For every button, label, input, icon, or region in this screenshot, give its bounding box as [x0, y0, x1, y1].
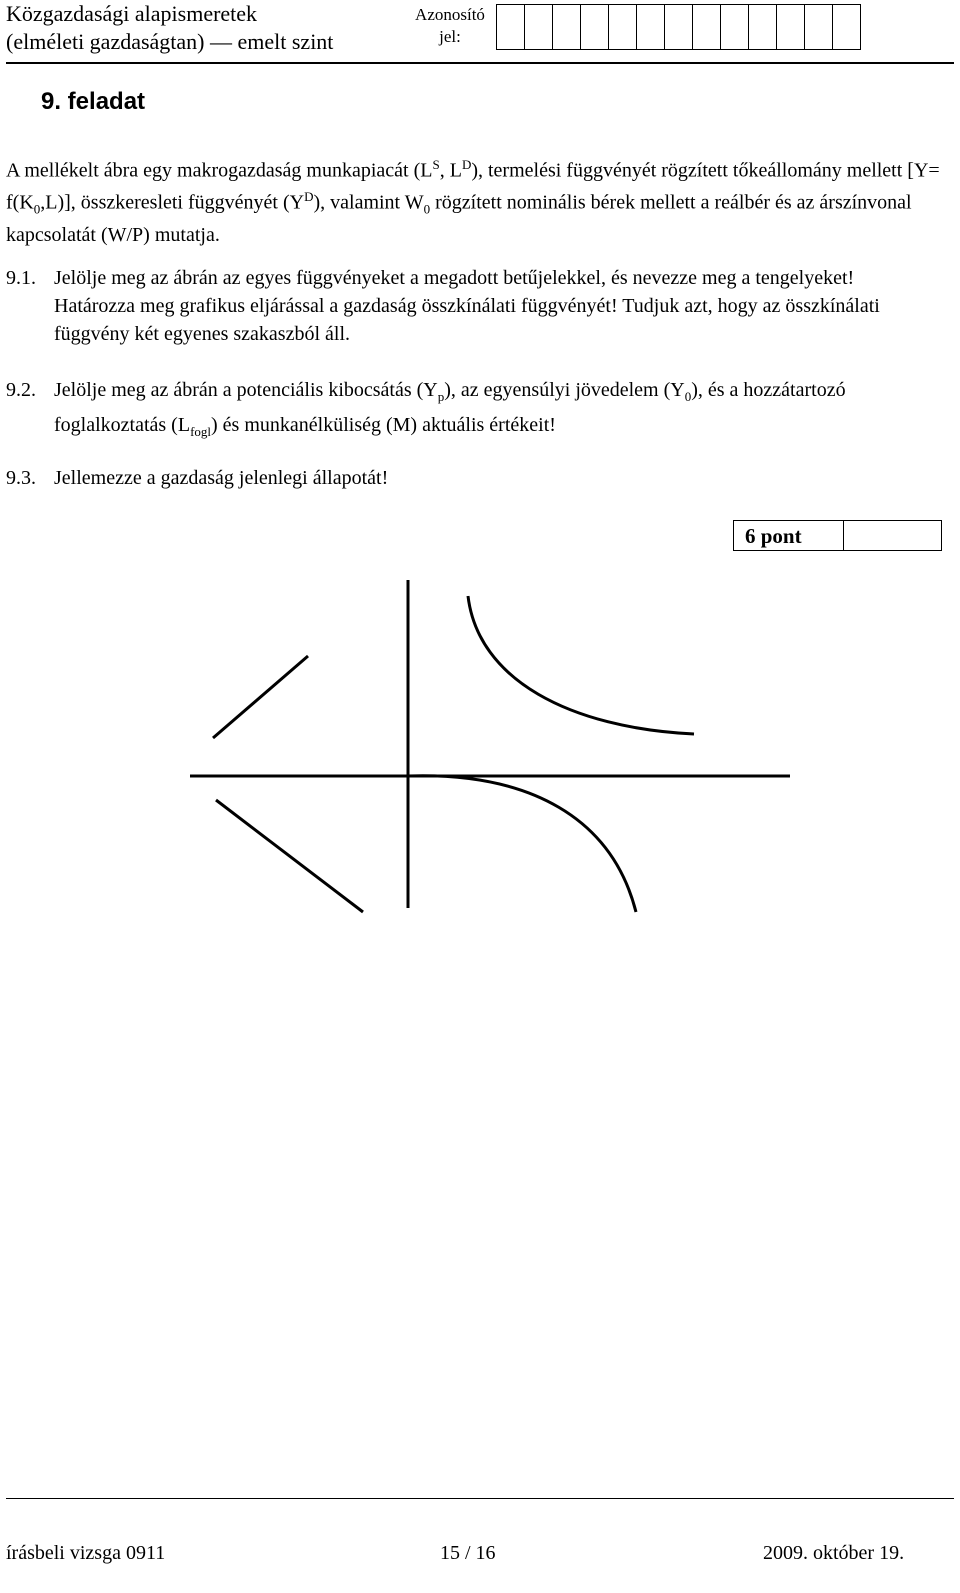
intro-sup: S	[432, 157, 440, 172]
question-text: Jellemezze a gazdaság jelenlegi állapotát!	[54, 467, 389, 489]
q2-text: ) és munkanélküliség (M) aktuális értékeit!	[211, 414, 556, 436]
id-digit-box[interactable]	[524, 4, 553, 50]
task-intro	[6, 152, 946, 248]
intro-text: ), termelési függvényét rögzített tőkeállomány mellett [Y= f(K	[6, 159, 940, 214]
id-boxes[interactable]	[497, 4, 861, 50]
footer-date: 2009. október 19.	[763, 1542, 905, 1564]
id-digit-box[interactable]	[776, 4, 805, 50]
footer-rule	[6, 1498, 954, 1499]
id-digit-box[interactable]	[496, 4, 525, 50]
lower-right-curve	[408, 776, 636, 912]
question-text	[54, 376, 924, 446]
id-label	[412, 4, 488, 48]
intro-sup: D	[461, 157, 472, 172]
header-line-1: Közgazdasági alapismeretek	[6, 1, 258, 26]
page-header	[0, 0, 960, 64]
id-digit-box[interactable]	[720, 4, 749, 50]
id-label-line-2: jel:	[439, 27, 461, 46]
id-digit-box[interactable]	[608, 4, 637, 50]
id-label-line-1: Azonosító	[415, 5, 485, 24]
q2-sub: fogl	[190, 424, 212, 439]
header-rule	[6, 62, 954, 64]
footer-exam: írásbeli vizsga 0911	[6, 1542, 166, 1564]
intro-sub: 0	[33, 201, 41, 217]
q2-sub: p	[437, 389, 445, 404]
id-digit-box[interactable]	[804, 4, 833, 50]
upper-right-curve	[468, 596, 694, 734]
id-digit-box[interactable]	[580, 4, 609, 50]
id-digit-box[interactable]	[552, 4, 581, 50]
q2-sub: 0	[684, 389, 692, 404]
intro-text: ), valamint W	[313, 191, 424, 214]
q2-text: ), az egyensúlyi jövedelem (Y	[444, 379, 685, 401]
four-quadrant-diagram	[0, 560, 960, 920]
q2-text: ), és a hozzátartozó foglalkoztatás (L	[54, 379, 846, 436]
intro-sub: 0	[423, 201, 431, 217]
id-digit-box[interactable]	[692, 4, 721, 50]
header-line-2: (elméleti gazdaságtan) — emelt szint	[6, 29, 334, 54]
question-number: 9.1.	[6, 267, 36, 289]
intro-text: rögzített nominális bérek mellett a reálbér és az árszínvonal kapcsolatát (W/P) mutatja.	[6, 191, 912, 247]
question-number: 9.3.	[6, 467, 36, 489]
footer-page-number: 15 / 16	[440, 1542, 496, 1564]
question-number: 9.2.	[6, 379, 36, 401]
intro-text: , L	[439, 159, 462, 182]
id-digit-box[interactable]	[832, 4, 861, 50]
id-digit-box[interactable]	[636, 4, 665, 50]
points-box	[733, 520, 942, 551]
points-label: 6 pont	[734, 521, 844, 550]
lower-left-line	[216, 800, 363, 912]
id-digit-box[interactable]	[664, 4, 693, 50]
upper-left-line	[213, 656, 308, 738]
header-subject	[6, 0, 333, 56]
question-text: Jelölje meg az ábrán az egyes függvényeket a megadott betűjelekkel, és nevezze meg a tengelyeket! Határozza meg grafikus eljárással a gazdaság összkínálati függvényét! Tudjuk azt, hogy az összkínálati függvény két egyenes szakaszból áll.	[54, 267, 880, 345]
intro-sup: D	[304, 188, 314, 204]
points-score-field[interactable]	[844, 521, 941, 550]
task-title: 9. feladat	[41, 88, 146, 115]
id-digit-box[interactable]	[748, 4, 777, 50]
intro-text: ,L)], összkeresleti függvényét (Y	[40, 191, 305, 214]
intro-text: A mellékelt ábra egy makrogazdaság munkapiacát (L	[6, 159, 433, 182]
q2-text: Jelölje meg az ábrán a potenciális kibocsátás (Y	[54, 379, 438, 401]
